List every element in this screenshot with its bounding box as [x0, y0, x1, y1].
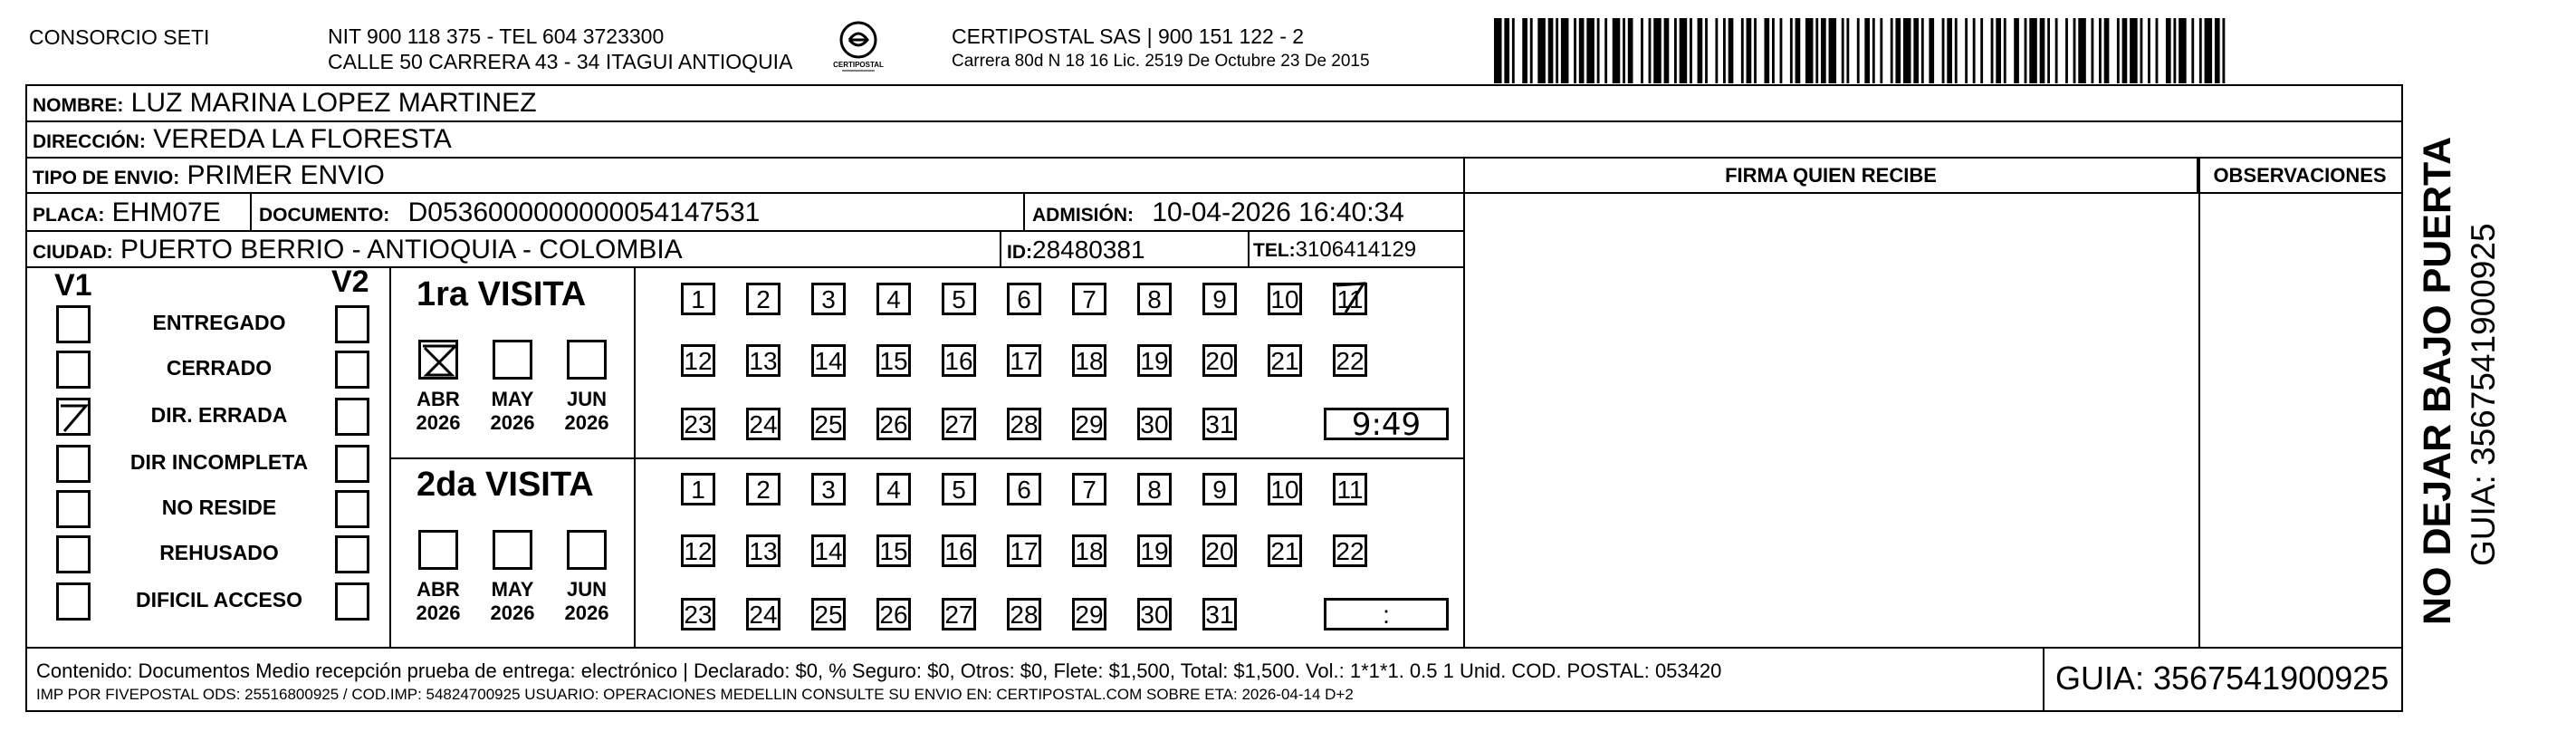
id-value: 28480381 [1032, 236, 1145, 264]
status-label: DIR INCOMPLETA [129, 450, 309, 474]
status-label: DIR. ERRADA [150, 403, 288, 427]
visit-time-box[interactable]: 9:49 [1324, 408, 1449, 440]
certipostal-license: Carrera 80d N 18 16 Lic. 2519 De Octubre 23 De 2015 [952, 52, 1370, 71]
day-box[interactable]: 29 [1072, 598, 1106, 630]
ciudad-label: CIUDAD: [33, 242, 113, 263]
v2-checkbox[interactable] [335, 582, 369, 621]
ciudad-value: PUERTO BERRIO - ANTIOQUIA - COLOMBIA [120, 235, 683, 265]
day-box[interactable]: 16 [942, 344, 976, 377]
day-box[interactable]: 15 [876, 344, 911, 377]
direccion-row [27, 122, 2403, 159]
month-year: 2026 [490, 411, 535, 434]
observaciones-divider [2198, 159, 2200, 648]
v2-label: V2 [331, 265, 369, 299]
v1-checkbox[interactable] [56, 535, 91, 573]
barcode [1494, 18, 2230, 83]
id-label: ID: [1007, 242, 1032, 263]
nombre-value: LUZ MARINA LOPEZ MARTINEZ [130, 88, 537, 118]
documento-field [259, 194, 760, 232]
firma-label: FIRMA QUIEN RECIBE [1465, 159, 2198, 194]
day-box[interactable]: 10 [1268, 473, 1302, 505]
footer-content: Contenido: Documentos Medio recepción prueba de entrega: electrónico | Declarado: $0, % Seguro: $0, Otros: $0, Flete: $1,500, Total: $1,500. Vol.: 1*1*1. 0.5 1 Unid. COD. POSTAL: 053420 [36, 659, 1722, 682]
day-box[interactable]: 13 [746, 534, 780, 567]
day-box[interactable]: 4 [876, 473, 911, 505]
v1-checkbox[interactable] [56, 398, 91, 436]
day-box[interactable]: 24 [746, 598, 780, 630]
footer-print-info: IMP POR FIVEPOSTAL ODS: 25516800925 / COD.IMP: 54824700925 USUARIO: OPERACIONES MEDELLIN CONSULTE SU ENVIO EN: CERTIPOSTAL.COM SOBRE ETA: 2026-04-14 D+2 [36, 686, 1354, 703]
certipostal-logo [833, 20, 884, 83]
day-box[interactable]: 31 [1202, 598, 1237, 630]
company-name: CONSORCIO SETI [29, 25, 210, 49]
month-name: JUN [566, 578, 607, 601]
certipostal-info [952, 24, 1370, 74]
v2-checkbox[interactable] [335, 398, 369, 436]
day-box[interactable]: 31 [1202, 408, 1237, 440]
day-box[interactable]: 22 [1333, 344, 1367, 377]
day-box[interactable]: 8 [1137, 283, 1172, 315]
v1-checkbox[interactable] [56, 351, 91, 389]
month-checkbox[interactable] [567, 340, 607, 380]
visit-time-box[interactable]: : [1324, 598, 1449, 630]
day-box[interactable]: 1 [681, 473, 715, 505]
day-box[interactable]: 28 [1007, 408, 1041, 440]
day-box[interactable]: 14 [811, 534, 846, 567]
day-box[interactable]: 2 [746, 283, 780, 315]
day-box[interactable]: 2 [746, 473, 780, 505]
month-name: ABR [417, 388, 460, 410]
month-year: 2026 [416, 411, 461, 434]
day-box[interactable]: 9 [1202, 283, 1237, 315]
observaciones-label: OBSERVACIONES [2198, 159, 2401, 194]
day-box[interactable]: 6 [1007, 473, 1041, 505]
status-label: REHUSADO [159, 541, 279, 564]
footer-guia: GUIA: 3567541900925 [2055, 659, 2389, 697]
admision-field [1032, 194, 1404, 232]
month-label [476, 578, 549, 625]
month-checkbox[interactable] [493, 340, 532, 380]
divider [1248, 232, 1250, 268]
month-checkbox[interactable] [493, 530, 532, 570]
placa-value: EHM07E [111, 197, 221, 227]
day-box[interactable]: 12 [681, 344, 715, 377]
logo-text: CERTIPOSTAL [833, 61, 884, 69]
nit-line: NIT 900 118 375 - TEL 604 3723300 [328, 24, 665, 48]
month-label [402, 578, 474, 625]
day-box[interactable]: 3 [811, 283, 846, 315]
tel-label: TEL: [1253, 240, 1296, 261]
divider [389, 457, 636, 459]
day-box[interactable]: 20 [1202, 344, 1237, 377]
day-box[interactable]: 19 [1137, 344, 1172, 377]
day-box[interactable]: 27 [942, 408, 976, 440]
tipo-value: PRIMER ENVIO [187, 160, 385, 190]
divider [2043, 647, 2045, 712]
status-label: DIFICIL ACCESO [135, 588, 302, 611]
check-mark-icon [1333, 280, 1369, 316]
month-year: 2026 [490, 601, 535, 624]
month-label [476, 388, 549, 435]
month-name: ABR [417, 578, 460, 601]
tipo-row [27, 159, 1465, 194]
v1-checkbox[interactable] [56, 445, 91, 483]
month-year: 2026 [416, 601, 461, 624]
day-box[interactable]: 9 [1202, 473, 1237, 505]
side-title: NO DEJAR BAJO PUERTA [2416, 136, 2459, 625]
day-box[interactable]: 1 [681, 283, 715, 315]
day-box[interactable]: 21 [1268, 534, 1302, 567]
month-label [402, 388, 474, 435]
month-checkbox[interactable] [418, 530, 458, 570]
v1-label: V1 [54, 268, 92, 303]
day-box[interactable]: 30 [1137, 598, 1172, 630]
day-box[interactable]: 15 [876, 534, 911, 567]
day-box[interactable]: 26 [876, 598, 911, 630]
day-box[interactable]: 23 [681, 408, 715, 440]
month-label [551, 388, 623, 435]
day-box[interactable]: 8 [1137, 473, 1172, 505]
day-box[interactable]: 30 [1137, 408, 1172, 440]
day-box[interactable]: 25 [811, 598, 846, 630]
nombre-row [27, 86, 2403, 122]
footer-divider [25, 647, 2403, 649]
day-box[interactable]: 28 [1007, 598, 1041, 630]
day-box[interactable]: 17 [1007, 344, 1041, 377]
day-box[interactable]: 7 [1072, 473, 1106, 505]
divider [634, 457, 1465, 459]
month-checkbox[interactable] [418, 340, 458, 380]
ciudad-field [33, 232, 683, 268]
day-box[interactable]: 18 [1072, 344, 1106, 377]
day-box[interactable]: 5 [942, 283, 976, 315]
month-label [551, 578, 623, 625]
day-box[interactable]: 6 [1007, 283, 1041, 315]
tipo-label: TIPO DE ENVIO: [33, 168, 180, 188]
day-box[interactable]: 3 [811, 473, 846, 505]
v2-checkbox[interactable] [335, 490, 369, 528]
day-box[interactable]: 13 [746, 344, 780, 377]
placa-label: PLACA: [33, 205, 105, 226]
month-name: JUN [566, 388, 607, 410]
day-box[interactable]: 11 [1333, 283, 1367, 315]
day-box[interactable]: 27 [942, 598, 976, 630]
day-box[interactable]: 12 [681, 534, 715, 567]
day-box[interactable]: 26 [876, 408, 911, 440]
company-info [328, 24, 792, 74]
check-mark-icon [421, 342, 457, 379]
day-box[interactable]: 20 [1202, 534, 1237, 567]
day-box[interactable]: 18 [1072, 534, 1106, 567]
day-box[interactable]: 24 [746, 408, 780, 440]
day-box[interactable]: 16 [942, 534, 976, 567]
status-label: CERRADO [166, 356, 273, 380]
v2-checkbox[interactable] [335, 535, 369, 573]
v2-checkbox[interactable] [335, 305, 369, 343]
placa-field [33, 194, 221, 232]
address-line: CALLE 50 CARRERA 43 - 34 ITAGUI ANTIOQUIA [328, 50, 793, 73]
day-box[interactable]: 25 [811, 408, 846, 440]
v2-checkbox[interactable] [335, 351, 369, 389]
day-box[interactable]: 17 [1007, 534, 1041, 567]
direccion-label: DIRECCIÓN: [33, 131, 146, 152]
direccion-value: VEREDA LA FLORESTA [153, 124, 452, 154]
v1-checkbox[interactable] [56, 582, 91, 621]
documento-label: DOCUMENTO: [259, 205, 390, 226]
visit-title: 2da VISITA [417, 466, 594, 504]
day-box[interactable]: 7 [1072, 283, 1106, 315]
visit-title: 1ra VISITA [417, 275, 587, 313]
divider [1023, 194, 1025, 232]
side-guia: GUIA: 3567541900925 [2465, 223, 2502, 566]
month-name: MAY [491, 388, 534, 410]
month-checkbox[interactable] [567, 530, 607, 570]
day-box[interactable]: 11 [1333, 473, 1367, 505]
tel-value: 3106414129 [1295, 237, 1417, 262]
admision-value: 10-04-2026 16:40:34 [1152, 197, 1404, 227]
day-box[interactable]: 29 [1072, 408, 1106, 440]
v2-checkbox[interactable] [335, 445, 369, 483]
day-box[interactable]: 10 [1268, 283, 1302, 315]
firma-divider [1463, 159, 1465, 648]
day-box[interactable]: 21 [1268, 344, 1302, 377]
admision-label: ADMISIÓN: [1032, 205, 1134, 226]
v1-checkbox[interactable] [56, 305, 91, 343]
status-label: NO RESIDE [161, 496, 277, 519]
id-field [1007, 232, 1145, 268]
divider [250, 194, 252, 232]
month-name: MAY [491, 578, 534, 601]
day-box[interactable]: 14 [811, 344, 846, 377]
day-box[interactable]: 5 [942, 473, 976, 505]
documento-value: D0536000000000054147531 [407, 197, 761, 227]
day-box[interactable]: 22 [1333, 534, 1367, 567]
nombre-label: NOMBRE: [33, 95, 124, 116]
month-year: 2026 [564, 601, 609, 624]
day-box[interactable]: 23 [681, 598, 715, 630]
day-box[interactable]: 19 [1137, 534, 1172, 567]
status-label: ENTREGADO [152, 311, 286, 334]
certipostal-nit: CERTIPOSTAL SAS | 900 151 122 - 2 [952, 24, 1305, 48]
tel-field [1253, 232, 1416, 268]
v1-checkbox[interactable] [56, 490, 91, 528]
month-year: 2026 [564, 411, 609, 434]
day-box[interactable]: 4 [876, 283, 911, 315]
check-mark-icon [59, 400, 90, 435]
divider [1000, 232, 1001, 268]
